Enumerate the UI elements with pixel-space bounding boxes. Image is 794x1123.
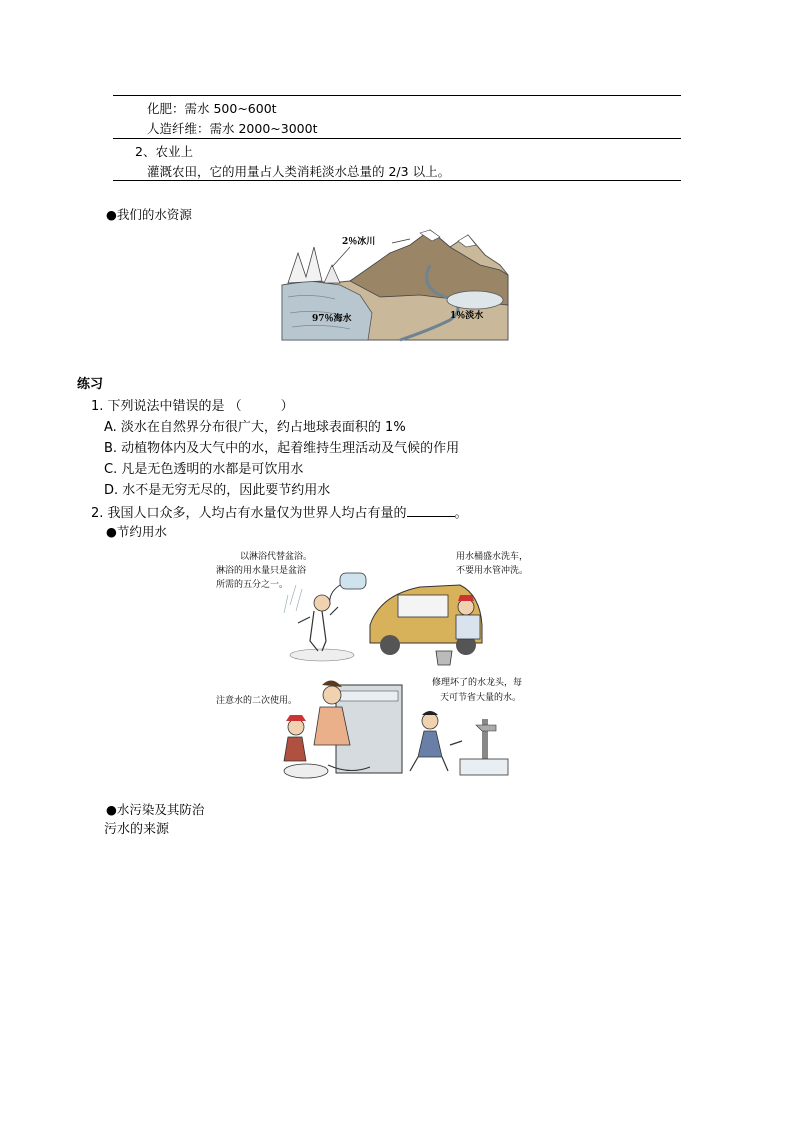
reuse-water-scene	[284, 680, 402, 778]
tap-repair-scene	[410, 711, 508, 775]
save-water-cartoons	[210, 545, 590, 790]
question-2-blank[interactable]	[407, 503, 455, 517]
table-middle-rule	[113, 138, 681, 139]
question-2-end: 。	[454, 506, 468, 521]
shower-scene	[284, 573, 366, 661]
question-1-option-d: D. 水不是无穷无尽的，因此要节约用水	[104, 483, 331, 498]
car-caption-1: 用水桶盛水洗车，	[456, 552, 529, 562]
question-1-option-a: A. 淡水在自然界分布很广大，约占地球表面积的 1%	[104, 420, 406, 435]
question-1-option-c: C. 凡是无色透明的水都是可饮用水	[104, 462, 304, 477]
glacier-label: 2％冰川	[342, 237, 376, 247]
reuse-caption: 注意水的二次使用。	[216, 696, 298, 706]
question-2-stem	[91, 503, 468, 523]
fertilizer-line: 化肥：需水 500~600t	[147, 101, 277, 116]
question-1-option-b: B. 动植物体内及大气中的水，起着维持生理活动及气候的作用	[104, 441, 460, 456]
pollution-heading: ●水污染及其防治	[106, 802, 205, 817]
shower-caption-1: 以淋浴代替盆浴。	[240, 552, 313, 562]
irrigation-line: 灌溉农田，它的用量占人类消耗淡水总量的 2/3 以上。	[147, 164, 451, 179]
table-bottom-rule	[113, 180, 681, 181]
save-water-heading: ●节约用水	[106, 524, 167, 539]
question-2-text: 2. 我国人口众多，人均占有水量仅为世界人均占有量的	[91, 506, 407, 521]
save-water-illustration	[210, 545, 590, 790]
water-resources-heading: ●我们的水资源	[106, 207, 192, 222]
question-1-stem: 1. 下列说法中错误的是 （ ）	[91, 399, 294, 414]
tap-caption-2: 天可节省大量的水。	[440, 693, 522, 703]
sea-label: 97％海水	[312, 314, 352, 324]
table-top-rule	[113, 95, 681, 96]
water-distribution-figure	[280, 225, 512, 343]
tap-caption-1: 修理坏了的水龙头，每	[432, 678, 523, 688]
shower-caption-3: 所需的五分之一。	[216, 580, 289, 590]
shower-caption-2: 淋浴的用水量只是盆浴	[216, 566, 307, 576]
fresh-label: 1％淡水	[450, 311, 484, 321]
exercise-title: 练习	[77, 377, 104, 392]
car-wash-scene	[370, 585, 482, 665]
sewage-source-heading: 污水的来源	[104, 822, 170, 837]
fiber-line: 人造纤维：需水 2000~3000t	[147, 121, 318, 136]
water-distribution-illustration	[280, 225, 512, 343]
car-caption-2: 不要用水管冲洗。	[456, 566, 529, 576]
agriculture-heading: 2、农业上	[135, 144, 193, 159]
